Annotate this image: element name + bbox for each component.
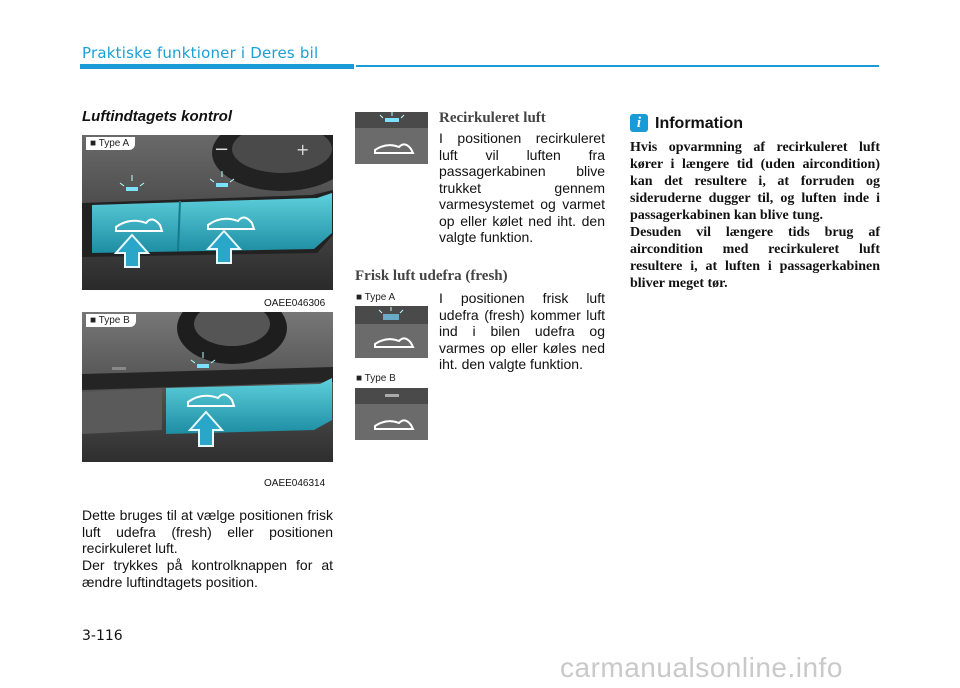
information-title: Information <box>655 115 743 132</box>
information-paragraph-2: Desuden vil længere tids brug af aircondition med recirkuleret luft resultere i, at luften i passagerkabinen bliver meget tør. <box>630 225 880 291</box>
section-paragraph-2: Der trykkes på kontrolknappen for at ændre luftindtagets position. <box>82 557 333 590</box>
control-panel-b-illustration <box>82 312 333 462</box>
figure-type-b-tag: ■ Type B <box>86 314 136 327</box>
recirculated-heading: Recirkuleret luft <box>439 110 546 126</box>
information-paragraph-1: Hvis opvarmning af recirkuleret luft kører i længere tid (uden aircondition) kan det resultere i, at forruden og sideruderne dugger til, og luften inde i passagerkabinen kan blive tung. <box>630 140 880 223</box>
svg-text:+: + <box>296 140 310 159</box>
recirculated-button-image <box>355 112 428 164</box>
section-paragraph-1: Dette bruges til at vælge positionen frisk luft udefra (fresh) eller positionen recirkuleret luft. <box>82 507 333 556</box>
figure-a-code: OAEE046306 <box>264 298 326 309</box>
recirculated-text: I positionen recirkuleret luft vil luften fra passagerkabinen blive trukket gennem varmesystemet og varmet op eller kølet ned iht. den valgte funktion. <box>439 130 605 245</box>
fresh-button-image-b <box>355 388 428 440</box>
fresh-button-image-a <box>355 306 428 358</box>
figure-type-a-tag: ■ Type A <box>86 137 135 150</box>
fresh-type-b-tag: ■ Type B <box>356 373 396 384</box>
fresh-text: I positionen frisk luft udefra (fresh) kommer luft ind i bilen udefra og varmes op eller køles ned iht. den valgte funktion. <box>439 290 605 372</box>
control-panel-a-illustration <box>82 135 333 290</box>
page-number: 3-116 <box>82 628 123 644</box>
info-icon: i <box>630 114 648 132</box>
section-heading: Luftindtagets kontrol <box>82 108 232 125</box>
header-rule-thick <box>80 64 354 69</box>
chapter-title: Praktiske funktioner i Deres bil <box>82 44 319 62</box>
figure-type-a <box>82 135 333 290</box>
figure-b-code: OAEE046314 <box>264 478 326 489</box>
watermark: carmanualsonline.info <box>560 652 843 683</box>
fresh-type-a-tag: ■ Type A <box>356 292 396 303</box>
svg-text:−: − <box>214 139 230 160</box>
figure-type-b <box>82 312 333 462</box>
fresh-heading: Frisk luft udefra (fresh) <box>355 268 508 284</box>
header-rule-thin <box>356 65 879 67</box>
